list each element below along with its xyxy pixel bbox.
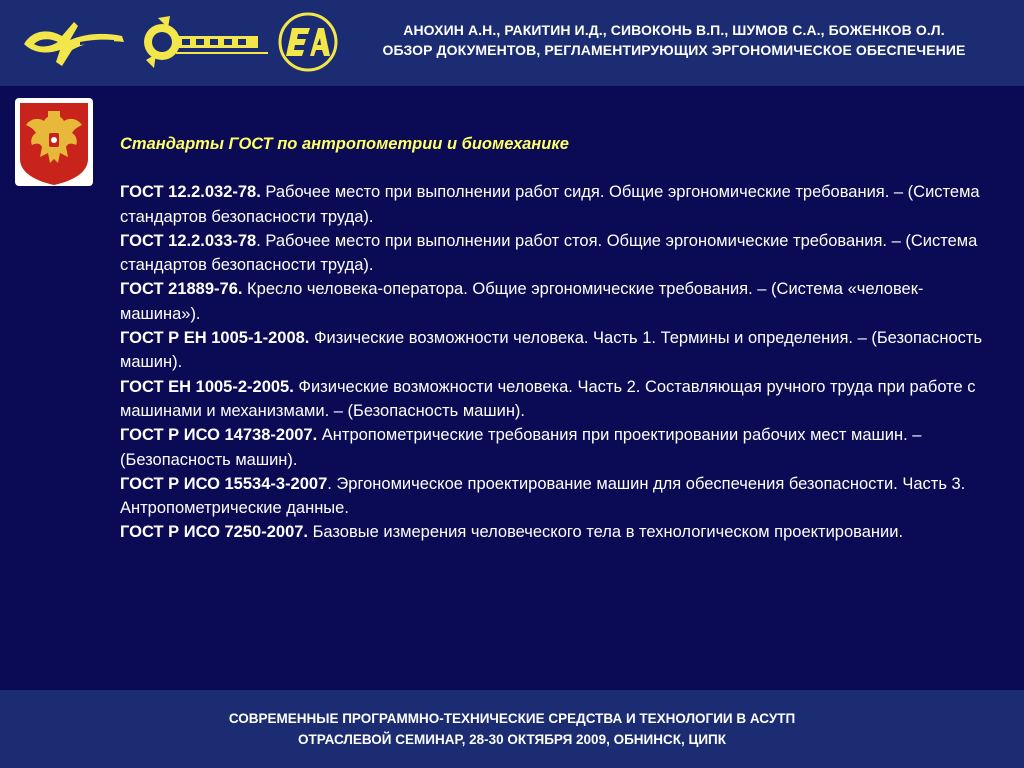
gost-code: ГОСТ Р ИСО 15534-3-2007 bbox=[120, 474, 328, 493]
main-content bbox=[120, 132, 1000, 545]
header-text bbox=[344, 20, 1004, 60]
gost-entry bbox=[120, 277, 1000, 326]
footer-line-1: СОВРЕМЕННЫЕ ПРОГРАММНО-ТЕХНИЧЕСКИЕ СРЕДСТВА И ТЕХНОЛОГИИ В АСУТП bbox=[228, 711, 796, 726]
gost-description: Физические возможности человека. Часть 1. Термины и определения. – (Безопасность машин). bbox=[120, 329, 983, 372]
gost-code: ГОСТ 21889-76. bbox=[120, 280, 243, 299]
gost-entry bbox=[120, 423, 1000, 472]
authors-line: АНОХИН А.Н., РАКИТИН И.Д., СИВОКОНЬ В.П., ШУМОВ С.А., БОЖЕНКОВ О.Л. bbox=[403, 22, 945, 38]
gost-description: . Рабочее место при выполнении работ стоя. Общие эргономические требования. – (Система стандартов безопасности труда). bbox=[120, 231, 978, 275]
footer-line-2: ОТРАСЛЕВОЙ СЕМИНАР, 28-30 ОКТЯБРЯ 2009, ОБНИНСК, ЦИПК bbox=[298, 732, 726, 747]
presentation-title: ОБЗОР ДОКУМЕНТОВ, РЕГЛАМЕНТИРУЮЩИХ ЭРГОНОМИЧЕСКОЕ ОБЕСПЕЧЕНИЕ bbox=[382, 42, 966, 58]
gost-description: Базовые измерения человеческого тела в технологическом проектировании. bbox=[308, 523, 904, 542]
gost-entry bbox=[120, 375, 1000, 424]
gost-code: ГОСТ 12.2.032-78. bbox=[120, 183, 261, 202]
section-title: Стандарты ГОСТ по антропометрии и биомеханике bbox=[120, 135, 569, 153]
header-bar bbox=[0, 0, 1024, 86]
russian-coat-of-arms-icon bbox=[14, 97, 94, 187]
gost-code: ГОСТ Р ИСО 7250-2007. bbox=[120, 523, 309, 542]
gost-entry bbox=[120, 229, 1000, 278]
gost-list bbox=[120, 180, 1000, 544]
footer-bar bbox=[0, 690, 1024, 768]
gost-entry bbox=[120, 520, 1000, 544]
consultant-logo bbox=[140, 14, 272, 74]
gost-description: Рабочее место при выполнении работ сидя. Общие эргономические требования. – (Система стандартов безопасности труда). bbox=[120, 183, 980, 226]
ea-logo bbox=[276, 10, 340, 74]
gost-entry bbox=[120, 472, 1000, 521]
gost-code: ГОСТ Р ИСО 14738-2007. bbox=[120, 426, 318, 445]
gost-description: Физические возможности человека. Часть 2. Составляющая ручного труда при работе с машинами и механизмами. – (Безопасность машин). bbox=[120, 377, 976, 420]
gost-description: . Эргономическое проектирование машин для обеспечения безопасности. Часть 3. Антропометрические данные. bbox=[120, 474, 966, 518]
gost-description: Антропометрические требования при проектировании рабочих мест машин. – (Безопасность машин). bbox=[120, 426, 922, 469]
iate-logo bbox=[18, 14, 130, 70]
gost-code: ГОСТ ЕН 1005-2-2005. bbox=[120, 377, 294, 396]
footer-text bbox=[0, 708, 1024, 750]
gost-entry bbox=[120, 180, 1000, 229]
gost-code: ГОСТ 12.2.033-78 bbox=[120, 231, 257, 250]
gost-entry bbox=[120, 326, 1000, 375]
gost-code: ГОСТ Р ЕН 1005-1-2008. bbox=[120, 329, 310, 348]
gost-description: Кресло человека-оператора. Общие эргономические требования. – (Система «человек-машина»). bbox=[120, 280, 924, 323]
